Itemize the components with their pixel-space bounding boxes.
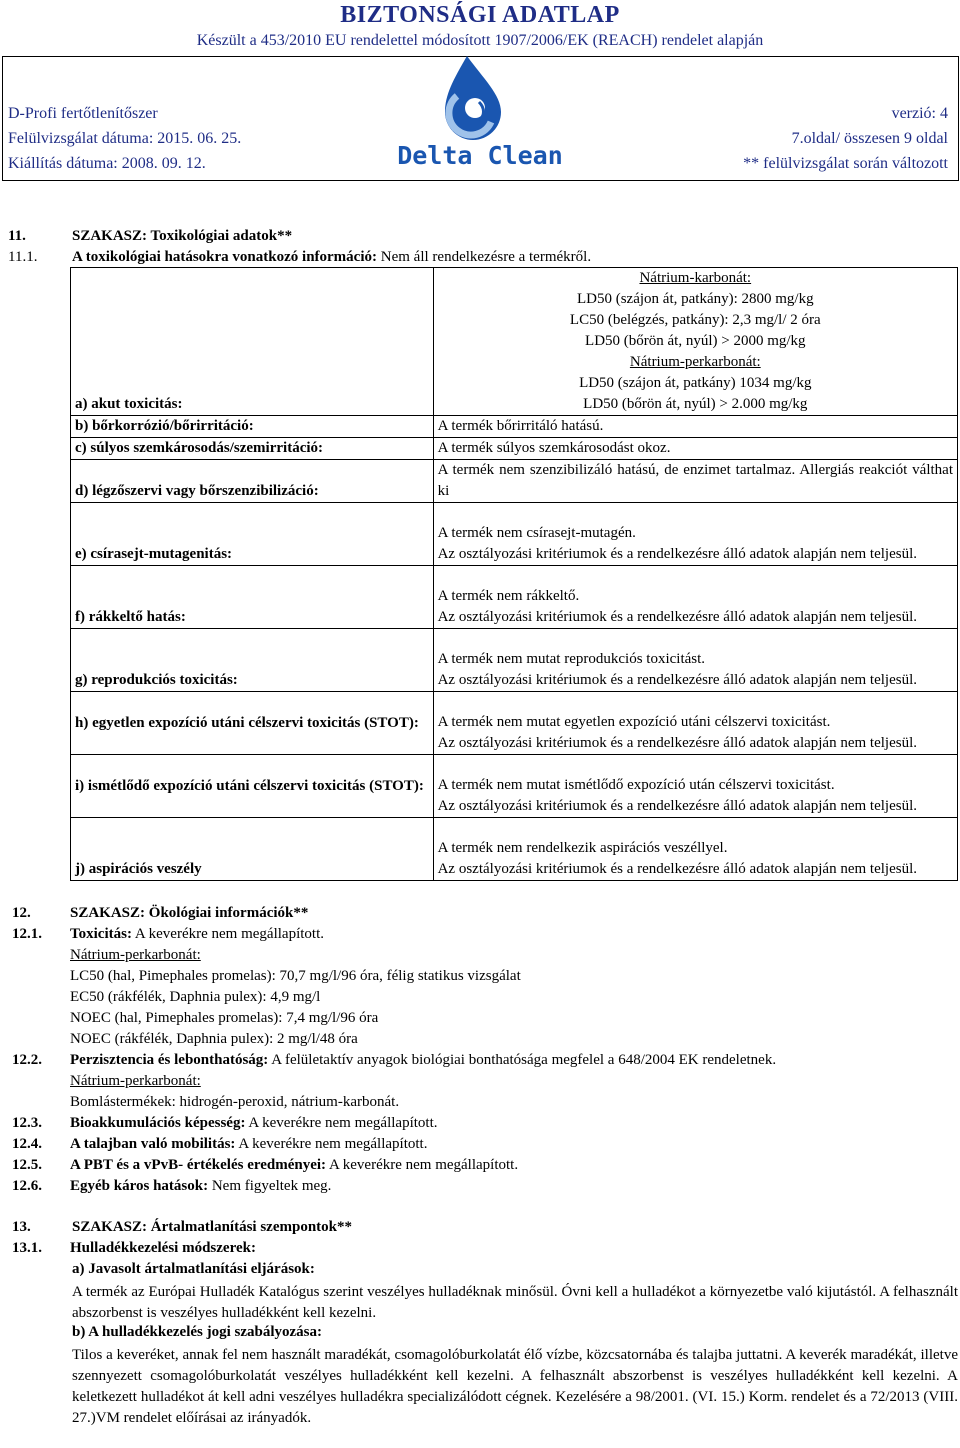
table-row (71, 566, 958, 629)
tox-value: A termék bőrirritáló hatású. (433, 416, 957, 438)
tox-value (433, 629, 957, 692)
s12-1-value: A keverékre nem megállapított. (134, 926, 324, 942)
s12-4-value: A keverékre nem megállapított. (238, 1136, 428, 1152)
tox-label: h) egyetlen expozíció utáni célszervi toxicitás (STOT): (71, 692, 434, 755)
tox-value: A termék nem szenzibilizáló hatású, de enzimet tartalmaz. Allergiás reakciót válthat ki (433, 460, 957, 503)
document-title: BIZTONSÁGI ADATLAP (340, 2, 620, 28)
s13-b-label: b) A hulladékkezelés jogi szabályozása: (72, 1324, 323, 1340)
s11-1-value: Nem áll rendelkezésre a termékről. (380, 249, 592, 265)
s13-b-text: Tilos a keveréket, annak fel nem használt maradékát, csomagolóburkolatát élő vízbe, közcsatornába és talajba juttatni. A keverék maradékát, illetve szennyezett csomagolóburkolatát veszélyes hulladékként kell kezelni. A felhasznált abszorbenst is veszélyes hulladékként kell kezelni. A keletkezett hulladékot át kell adni veszélyes hulladékra specializálódott cégnek. Kezelésére a 98/2001. (VI. 15.) Korm. rendelet és a 72/2013 (VIII. 27.)VM rendelet előírásai az irányadók. (72, 1347, 958, 1426)
s12-number: 12. (12, 905, 31, 921)
s12-1-data-line: LC50 (hal, Pimephales promelas): 70,7 mg/l/96 óra, félig statikus vizsgálat (70, 968, 521, 984)
s12-1-label: Toxicitás: (70, 926, 132, 942)
tox-line: Az osztályozási kritériumok és a rendelkezésre álló adatok alapján nem teljesül. (437, 861, 917, 877)
table-row (71, 460, 958, 503)
s12-2-label: Perzisztencia és lebonthatóság: (70, 1052, 269, 1068)
s11-1-label: A toxikológiai hatásokra vonatkozó információ: (72, 249, 378, 265)
tox-line: Nátrium-perkarbonát: (629, 354, 761, 370)
tox-label: e) csírasejt-mutagenitás: (71, 503, 434, 566)
s12-1-number: 12.1. (12, 926, 42, 942)
tox-value (433, 692, 957, 755)
header-bottom-border (2, 180, 958, 181)
review-date: Felülvizsgálat dátuma: 2015. 06. 25. (8, 130, 242, 147)
header-right-border (958, 56, 959, 181)
s12-5-number: 12.5. (12, 1157, 42, 1173)
s13-1-number: 13.1. (12, 1240, 42, 1256)
table-row (71, 755, 958, 818)
s12-1-data-line: NOEC (rákfélék, Daphnia pulex): 2 mg/l/48 óra (70, 1031, 358, 1047)
s12-5-label: A PBT és a vPvB- értékelés eredményei: (70, 1157, 327, 1173)
tox-label: d) légzőszervi vagy bőrszenzibilizáció: (71, 460, 434, 503)
s12-1-data-line: EC50 (rákfélék, Daphnia pulex): 4,9 mg/l (70, 989, 321, 1005)
tox-line: A termék nem mutat reprodukciós toxicitást. (437, 651, 706, 667)
s12-2-number: 12.2. (12, 1052, 42, 1068)
s12-4-line (70, 1136, 427, 1153)
table-row (71, 692, 958, 755)
s12-3-line (70, 1115, 438, 1132)
tox-value (433, 818, 957, 881)
tox-line: LD50 (szájon át, patkány): 2800 mg/kg (576, 291, 814, 307)
tox-line: Az osztályozási kritériumok és a rendelkezésre álló adatok alapján nem teljesül. (437, 798, 917, 814)
s12-2-substance: Nátrium-perkarbonát: (70, 1073, 201, 1089)
s12-3-label: Bioakkumulációs képesség: (70, 1115, 246, 1131)
header-left-border (2, 56, 3, 181)
s11-number: 11. (8, 228, 26, 244)
tox-line: LD50 (bőrön át, nyúl) > 2000 mg/kg (585, 333, 806, 349)
s12-5-value: A keverékre nem megállapított. (329, 1157, 519, 1173)
tox-label: j) aspirációs veszély (71, 818, 434, 881)
s12-4-label: A talajban való mobilitás: (70, 1136, 236, 1152)
s12-title: SZAKASZ: Ökológiai információk** (70, 905, 309, 921)
s12-3-value: A keverékre nem megállapított. (248, 1115, 438, 1131)
tox-line: A termék nem csírasejt-mutagén. (437, 525, 636, 541)
version: verzió: 4 (891, 105, 948, 122)
tox-line: Az osztályozási kritériumok és a rendelkezésre álló adatok alapján nem teljesül. (437, 735, 917, 751)
document-subtitle: Készült a 453/2010 EU rendelettel módosított 1907/2006/EK (REACH) rendelet alapján (196, 32, 764, 49)
tox-line: Az osztályozási kritériumok és a rendelkezésre álló adatok alapján nem teljesül. (437, 609, 917, 625)
s12-6-label: Egyéb káros hatások: (70, 1178, 209, 1194)
tox-value (433, 268, 957, 416)
s12-1-substance: Nátrium-perkarbonát: (70, 947, 201, 963)
tox-line: A termék nem rákkeltő. (437, 588, 580, 604)
table-row (71, 416, 958, 438)
page-number: 7.oldal/ összesen 9 oldal (791, 130, 948, 147)
s11-1-number: 11.1. (8, 249, 38, 265)
s13-number: 13. (12, 1219, 31, 1235)
tox-line: A termék nem rendelkezik aspirációs veszéllyel. (437, 840, 728, 856)
s12-2-line (70, 1052, 776, 1069)
tox-line: LD50 (szájon át, patkány) 1034 mg/kg (579, 375, 812, 391)
table-row (71, 818, 958, 881)
table-row (71, 438, 958, 460)
tox-value (433, 503, 957, 566)
s12-3-number: 12.3. (12, 1115, 42, 1131)
tox-line: Nátrium-karbonát: (639, 270, 752, 286)
tox-label: i) ismétlődő expozíció utáni célszervi toxicitás (STOT): (71, 755, 434, 818)
delta-clean-logo (395, 50, 565, 170)
logo-text: Delta Clean (397, 141, 563, 170)
s12-5-line (70, 1157, 518, 1174)
toxicity-table (70, 267, 958, 881)
s12-4-number: 12.4. (12, 1136, 42, 1152)
tox-value: A termék súlyos szemkárosodást okoz. (433, 438, 957, 460)
s13-title: SZAKASZ: Ártalmatlanítási szempontok** (72, 1219, 353, 1235)
change-note: ** felülvizsgálat során változott (743, 155, 948, 172)
issue-date: Kiállítás dátuma: 2008. 09. 12. (8, 155, 206, 172)
tox-line: LD50 (bőrön át, nyúl) > 2.000 mg/kg (583, 396, 808, 412)
s12-1-line (70, 926, 324, 943)
s11-1-line (72, 249, 591, 266)
s11-title: SZAKASZ: Toxikológiai adatok** (72, 228, 293, 244)
table-row (71, 629, 958, 692)
s12-6-line (70, 1178, 331, 1195)
s12-2-data-line: Bomlástermékek: hidrogén-peroxid, nátrium-karbonát. (70, 1094, 400, 1110)
table-row (71, 503, 958, 566)
tox-label: b) bőrkorrózió/bőrirritáció: (71, 416, 434, 438)
tox-value (433, 566, 957, 629)
tox-line: Az osztályozási kritériumok és a rendelkezésre álló adatok alapján nem teljesül. (437, 672, 917, 688)
s13-a-label: a) Javasolt ártalmatlanítási eljárások: (72, 1261, 315, 1277)
tox-value (433, 755, 957, 818)
s12-2-value: A felületaktív anyagok biológiai bonthatósága megfelel a 648/2004 EK rendeletnek. (271, 1052, 777, 1068)
tox-line: A termék nem mutat egyetlen expozíció utáni célszervi toxicitást. (437, 714, 831, 730)
s13-1-label: Hulladékkezelési módszerek: (70, 1240, 256, 1256)
tox-label: c) súlyos szemkárosodás/szemirritáció: (71, 438, 434, 460)
tox-label: f) rákkeltő hatás: (71, 566, 434, 629)
tox-label: g) reprodukciós toxicitás: (71, 629, 434, 692)
tox-line: A termék nem mutat ismétlődő expozíció után célszervi toxicitást. (437, 777, 835, 793)
table-row (71, 268, 958, 416)
product-name: D-Profi fertőtlenítőszer (8, 105, 158, 122)
tox-line: Az osztályozási kritériumok és a rendelkezésre álló adatok alapján nem teljesül. (437, 546, 917, 562)
s13-a-text: A termék az Európai Hulladék Katalógus szerint veszélyes hulladéknak minősül. Óvni kell a hulladékot a környezetbe való kijutástól. A felhasznált abszorbenst is veszélyes hulladékként kell kezelni. (72, 1284, 958, 1321)
s12-1-data-line: NOEC (hal, Pimephales promelas): 7,4 mg/l/96 óra (70, 1010, 379, 1026)
s12-6-number: 12.6. (12, 1178, 42, 1194)
s12-6-value: Nem figyeltek meg. (211, 1178, 332, 1194)
tox-line: LC50 (belégzés, patkány): 2,3 mg/l/ 2 óra (569, 312, 821, 328)
tox-label: a) akut toxicitás: (71, 268, 434, 416)
